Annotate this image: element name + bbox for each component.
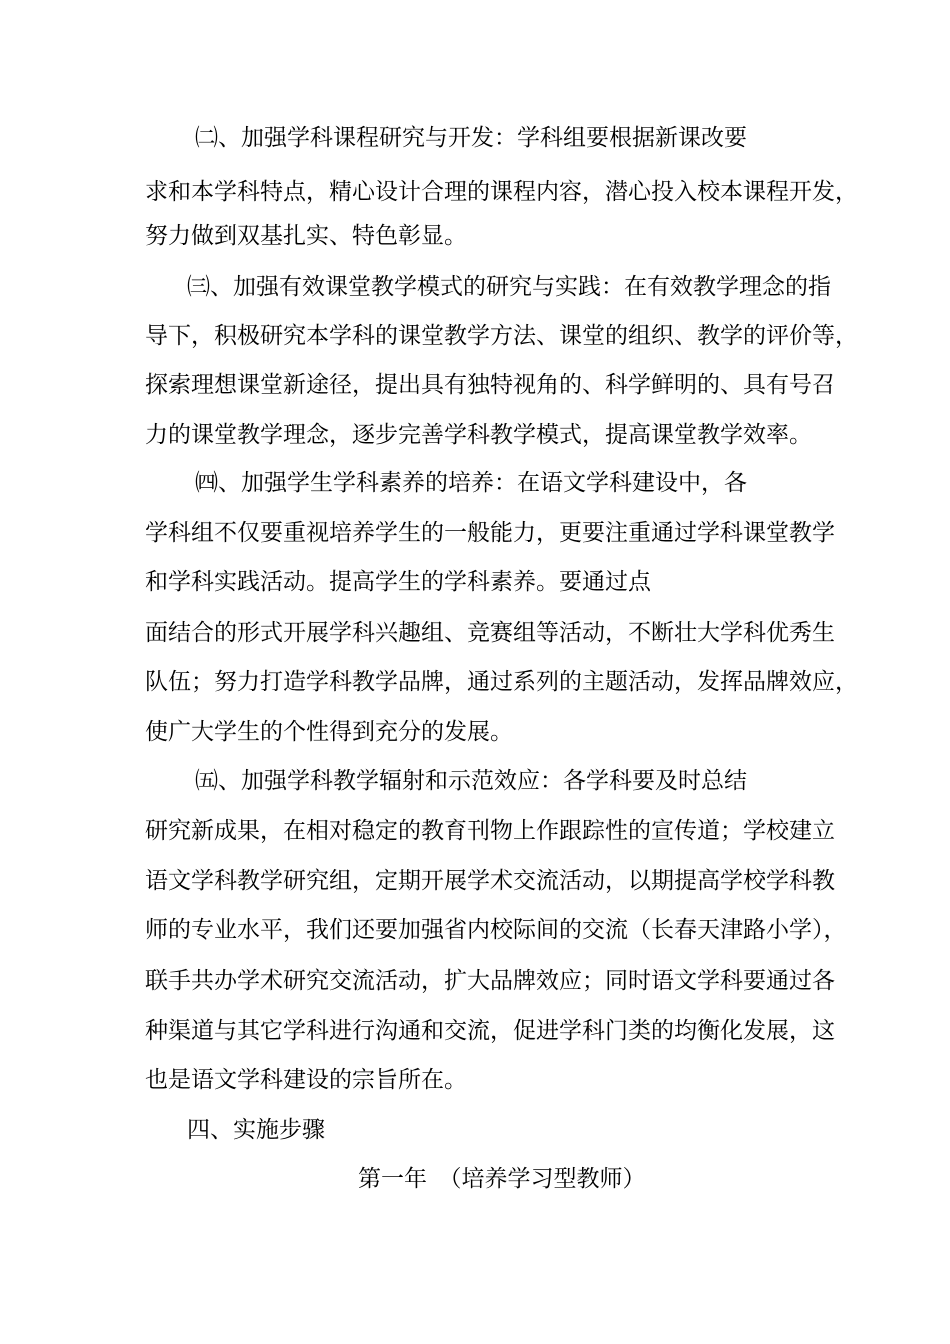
- paragraph-3-line-1: ㈢、加强有效课堂教学模式的研究与实践：在有效教学理念的指: [187, 274, 831, 300]
- paragraph-5-line-5: 联手共办学术研究交流活动，扩大品牌效应；同时语文学科要通过各: [145, 968, 835, 994]
- paragraph-3-line-4: 力的课堂教学理念，逐步完善学科教学模式，提高课堂教学效率。: [145, 422, 812, 448]
- paragraph-5-line-1: ㈤、加强学科教学辐射和示范效应：各学科要及时总结: [195, 768, 747, 794]
- paragraph-4-line-6: 使广大学生的个性得到充分的发展。: [145, 719, 513, 745]
- paragraph-2-line-1: ㈡、加强学科课程研究与开发：学科组要根据新课改要: [195, 125, 747, 151]
- paragraph-4-line-4: 面结合的形式开展学科兴趣组、竞赛组等活动，不断壮大学科优秀生: [145, 620, 835, 646]
- paragraph-5-line-6: 种渠道与其它学科进行沟通和交流，促进学科门类的均衡化发展，这: [145, 1018, 835, 1044]
- paragraph-3-line-2: 导下，积极研究本学科的课堂教学方法、课堂的组织、教学的评价等，: [145, 323, 858, 349]
- paragraph-5-line-2: 研究新成果，在相对稳定的教育刊物上作跟踪性的宣传道；学校建立: [145, 818, 835, 844]
- paragraph-5-line-7: 也是语文学科建设的宗旨所在。: [145, 1067, 467, 1093]
- section-heading: 四、实施步骤: [187, 1117, 325, 1143]
- paragraph-4-line-3: 和学科实践活动。提高学生的学科素养。要通过点: [145, 569, 651, 595]
- paragraph-4-line-5: 队伍；努力打造学科教学品牌，通过系列的主题活动，发挥品牌效应，: [145, 669, 858, 695]
- paragraph-4-line-1: ㈣、加强学生学科素养的培养：在语文学科建设中，各: [195, 470, 747, 496]
- paragraph-4-line-2: 学科组不仅要重视培养学生的一般能力，更要注重通过学科课堂教学: [145, 520, 835, 546]
- paragraph-2-line-3: 努力做到双基扎实、特色彰显。: [145, 223, 467, 249]
- paragraph-5-line-3: 语文学科教学研究组，定期开展学术交流活动，以期提高学校学科教: [145, 868, 835, 894]
- paragraph-2-line-2: 求和本学科特点，精心设计合理的课程内容，潜心投入校本课程开发，: [145, 179, 858, 205]
- paragraph-5-line-4: 师的专业水平，我们还要加强省内校际间的交流（长春天津路小学），: [145, 917, 847, 943]
- subheading-year-one: 第一年 （培养学习型教师）: [358, 1166, 646, 1192]
- paragraph-3-line-3: 探索理想课堂新途径，提出具有独特视角的、科学鲜明的、具有号召: [145, 372, 835, 398]
